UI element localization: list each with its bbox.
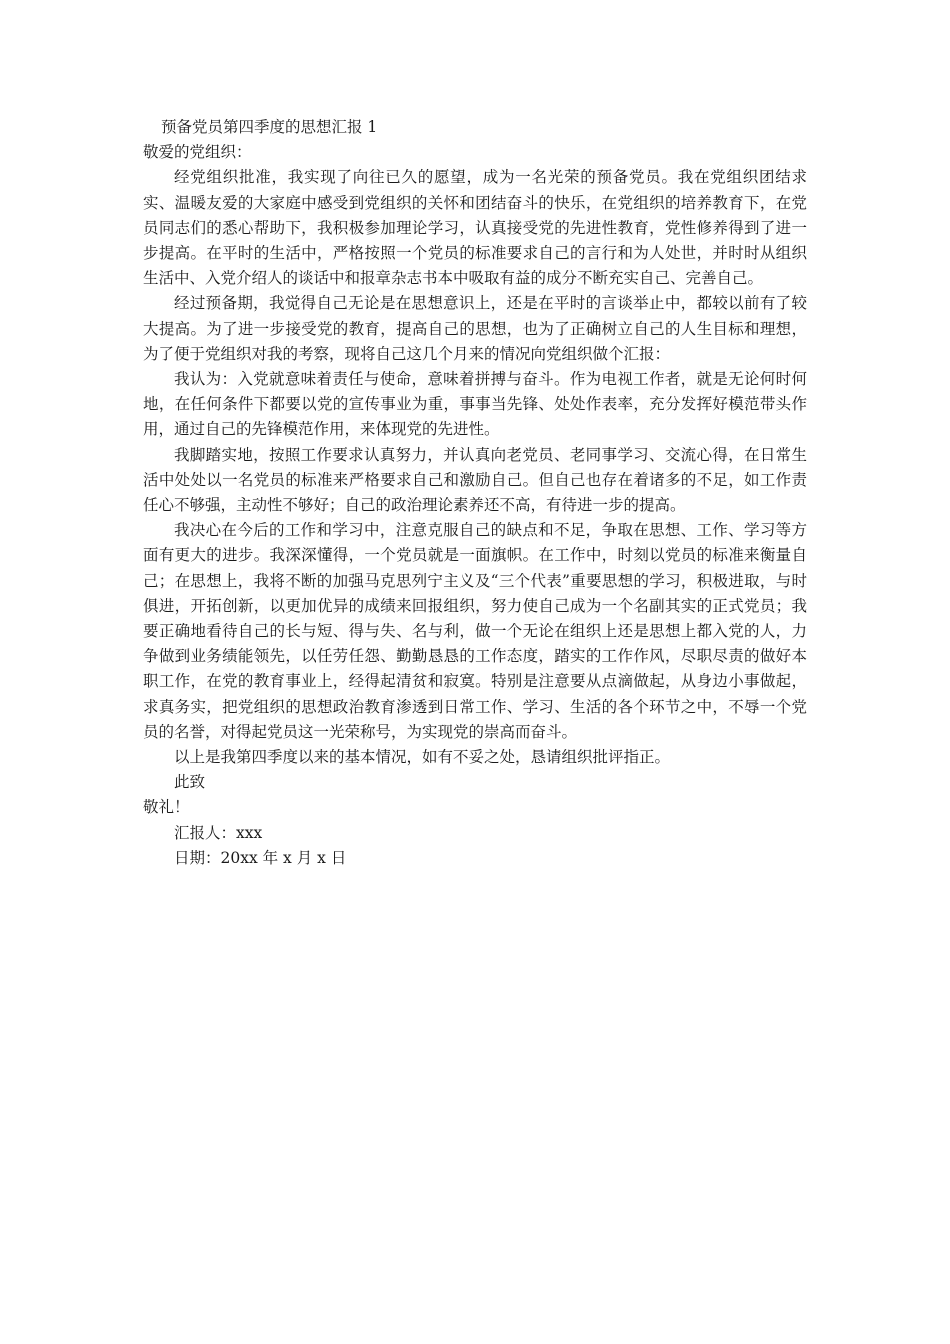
- document-body: [143, 115, 807, 871]
- paragraph-6: 以上是我第四季度以来的基本情况，如有不妥之处，恳请组织批评指正。: [174, 748, 671, 767]
- paragraph-2: 经过预备期，我觉得自己无论是在思想意识上，还是在平时的言谈举止中，都较以前有了较大提高。为了进一步接受党的教育，提高自己的思想，也为了正确树立自己的人生目标和理想，为了便于党组织对我的考察，现将自己这几个月来的情况向党组织做个汇报：: [143, 294, 807, 363]
- paragraph-5: 我决心在今后的工作和学习中，注意克服自己的缺点和不足，争取在思想、工作、学习等方面有更大的进步。我深深懂得，一个党员就是一面旗帜。在工作中，时刻以党员的标准来衡量自己；在思想上，我将不断的加强马克思列宁主义及“三个代表”重要思想的学习，积极进取，与时俱进，开拓创新，以更加优异的成绩来回报组织，努力使自己成为一个名副其实的正式党员；我要正确地看待自己的长与短、得与失、名与利，做一个无论在组织上还是思想上都入党的人，力争做到业务绩能领先，以任劳任怨、勤勤恳恳的工作态度，踏实的工作作风，尽职尽责的做好本职工作，在党的教育事业上，经得起清贫和寂寞。特别是注意要从点滴做起，从身边小事做起，求真务实，把党组织的思想政治教育渗透到日常工作、学习、生活的各个环节之中，不辱一个党员的名誉，对得起党员这一光荣称号，为实现党的崇高而奋斗。: [143, 521, 807, 741]
- closing-regards: 此致: [174, 773, 206, 792]
- closing-salute: 敬礼！: [143, 798, 190, 817]
- salutation: 敬爱的党组织：: [143, 143, 252, 162]
- paragraph-4: 我脚踏实地，按照工作要求认真努力，并认真向老党员、老同事学习、交流心得，在日常生活中处处以一名党员的标准来严格要求自己和激励自己。但自己也存在着诸多的不足，如工作责任心不够强，主动性不够好；自己的政治理论素养还不高，有待进一步的提高。: [143, 445, 807, 515]
- paragraph-3: 我认为：入党就意味着责任与使命，意味着拼搏与奋斗。作为电视工作者，就是无论何时何地，在任何条件下都要以党的宣传事业为重，事事当先锋、处处作表率，充分发挥好模范带头作用，通过自己的先锋模范作用，来体现党的先进性。: [143, 370, 807, 439]
- date-line: 日期：20xx 年 x 月 x 日: [174, 848, 347, 867]
- paragraph-1: 经党组织批准，我实现了向往已久的愿望，成为一名光荣的预备党员。我在党组织团结求实、温暖友爱的大家庭中感受到党组织的关怀和团结奋斗的快乐，在党组织的培养教育下，在党员同志们的悉心帮助下，我积极参加理论学习，认真接受党的先进性教育，党性修养得到了进一步提高。在平时的生活中，严格按照一个党员的标准要求自己的言行和为人处世，并时时从组织生活中、入党介绍人的谈话中和报章杂志书本中吸取有益的成分不断充实自己、完善自己。: [143, 168, 807, 288]
- reporter-line: 汇报人：xxx: [174, 823, 263, 842]
- document-title: 预备党员第四季度的思想汇报 1: [161, 118, 378, 136]
